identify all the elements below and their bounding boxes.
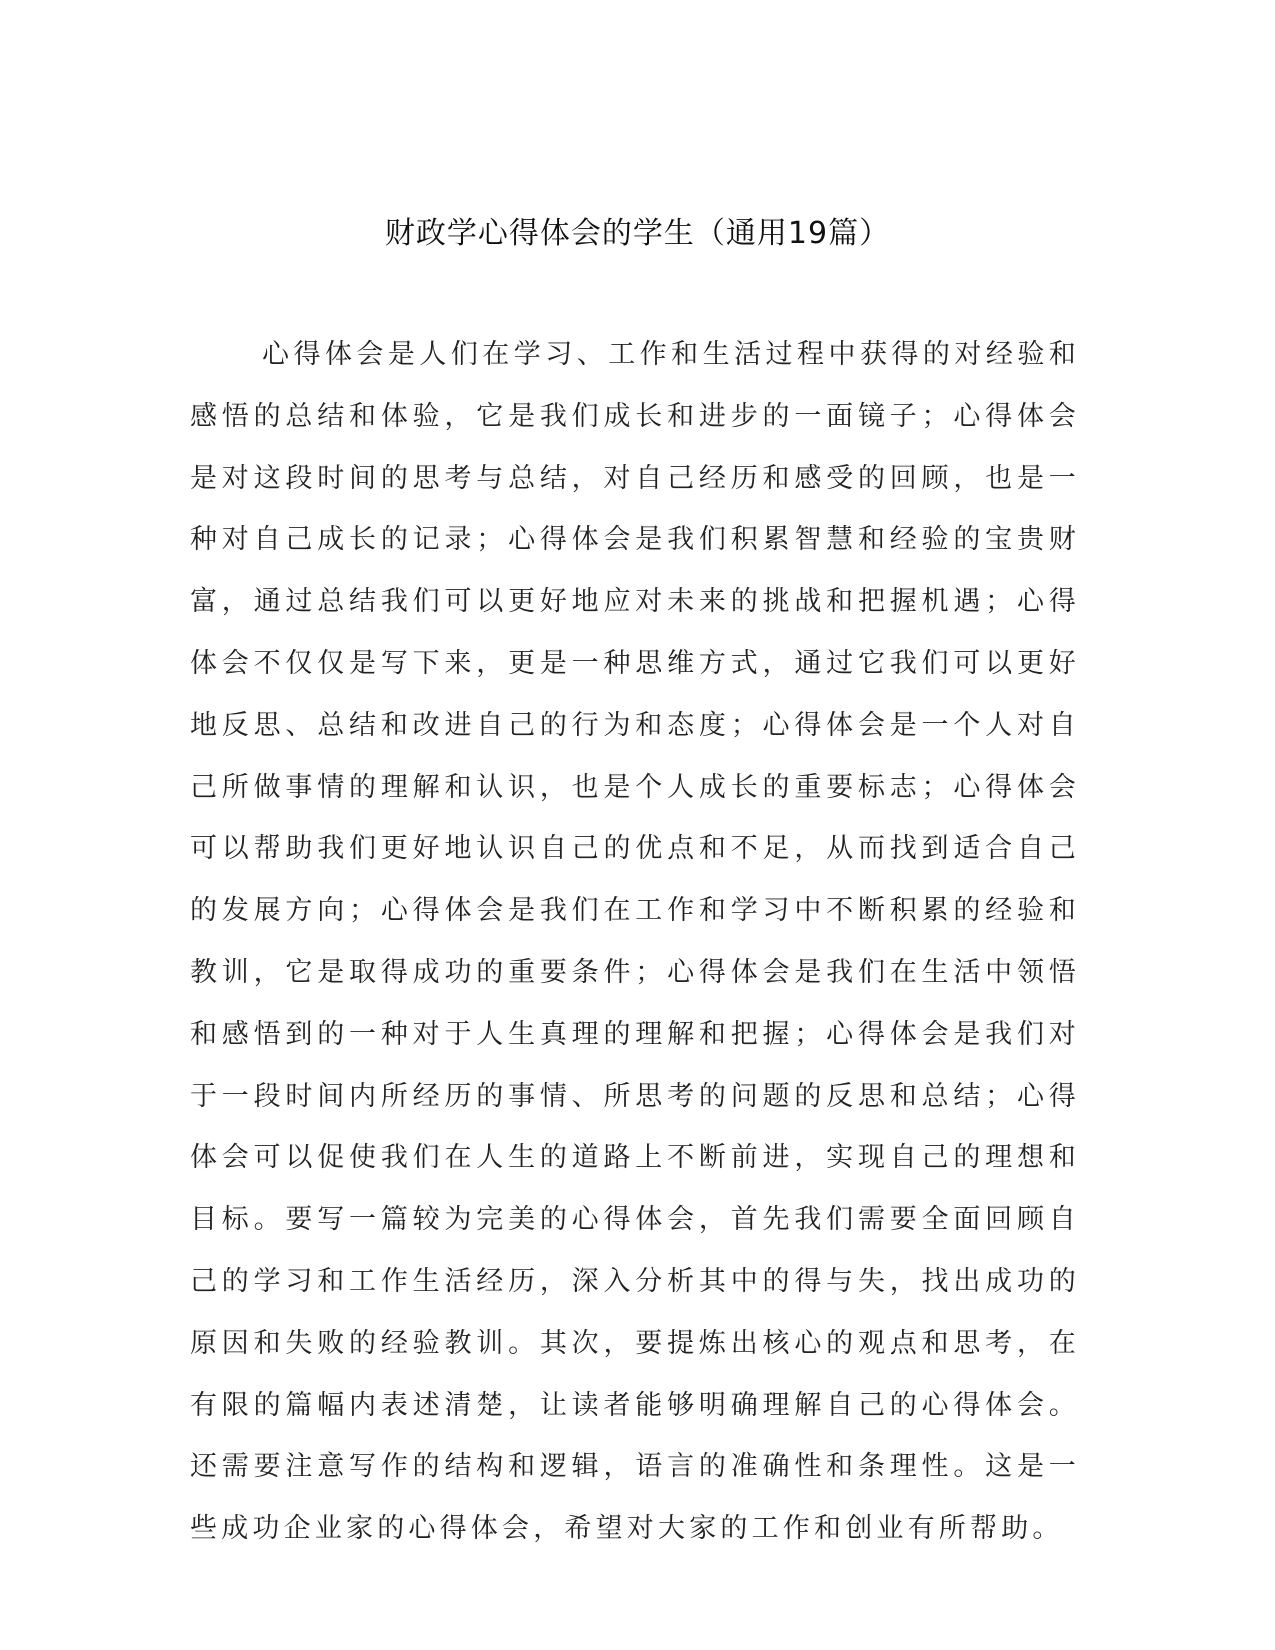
document-title: 财政学心得体会的学生（通用19篇） [384,216,891,251]
body-paragraph: 心得体会是人们在学习、工作和生活过程中获得的对经验和感悟的总结和体验，它是我们成长和进步的一面镜子；心得体会是对这段时间的思考与总结，对自己经历和感受的回顾，也是一种对自己成长的记录；心得体会是我们积累智慧和经验的宝贵财富，通过总结我们可以更好地应对未来的挑战和把握机遇；心得体会不仅仅是写下来，更是一种思维方式，通过它我们可以更好地反思、总结和改进自己的行为和态度；心得体会是一个人对自己所做事情的理解和认识，也是个人成长的重要标志；心得体会可以帮助我们更好地认识自己的优点和不足，从而找到适合自己的发展方向；心得体会是我们在工作和学习中不断积累的经验和教训，它是取得成功的重要条件；心得体会是我们在生活中领悟和感悟到的一种对于人生真理的理解和把握；心得体会是我们对于一段时间内所经历的事情、所思考的问题的反思和总结；心得体会可以促使我们在人生的道路上不断前进，实现自己的理想和目标。要写一篇较为完美的心得体会，首先我们需要全面回顾自己的学习和工作生活经历，深入分析其中的得与失，找出成功的原因和失败的经验教训。其次，要提炼出核心的观点和思考，在有限的篇幅内表述清楚，让读者能够明确理解自己的心得体会。还需要注意写作的结构和逻辑，语言的准确性和条理性。这是一些成功企业家的心得体会，希望对大家的工作和创业有所帮助。 [190,339,1080,1545]
